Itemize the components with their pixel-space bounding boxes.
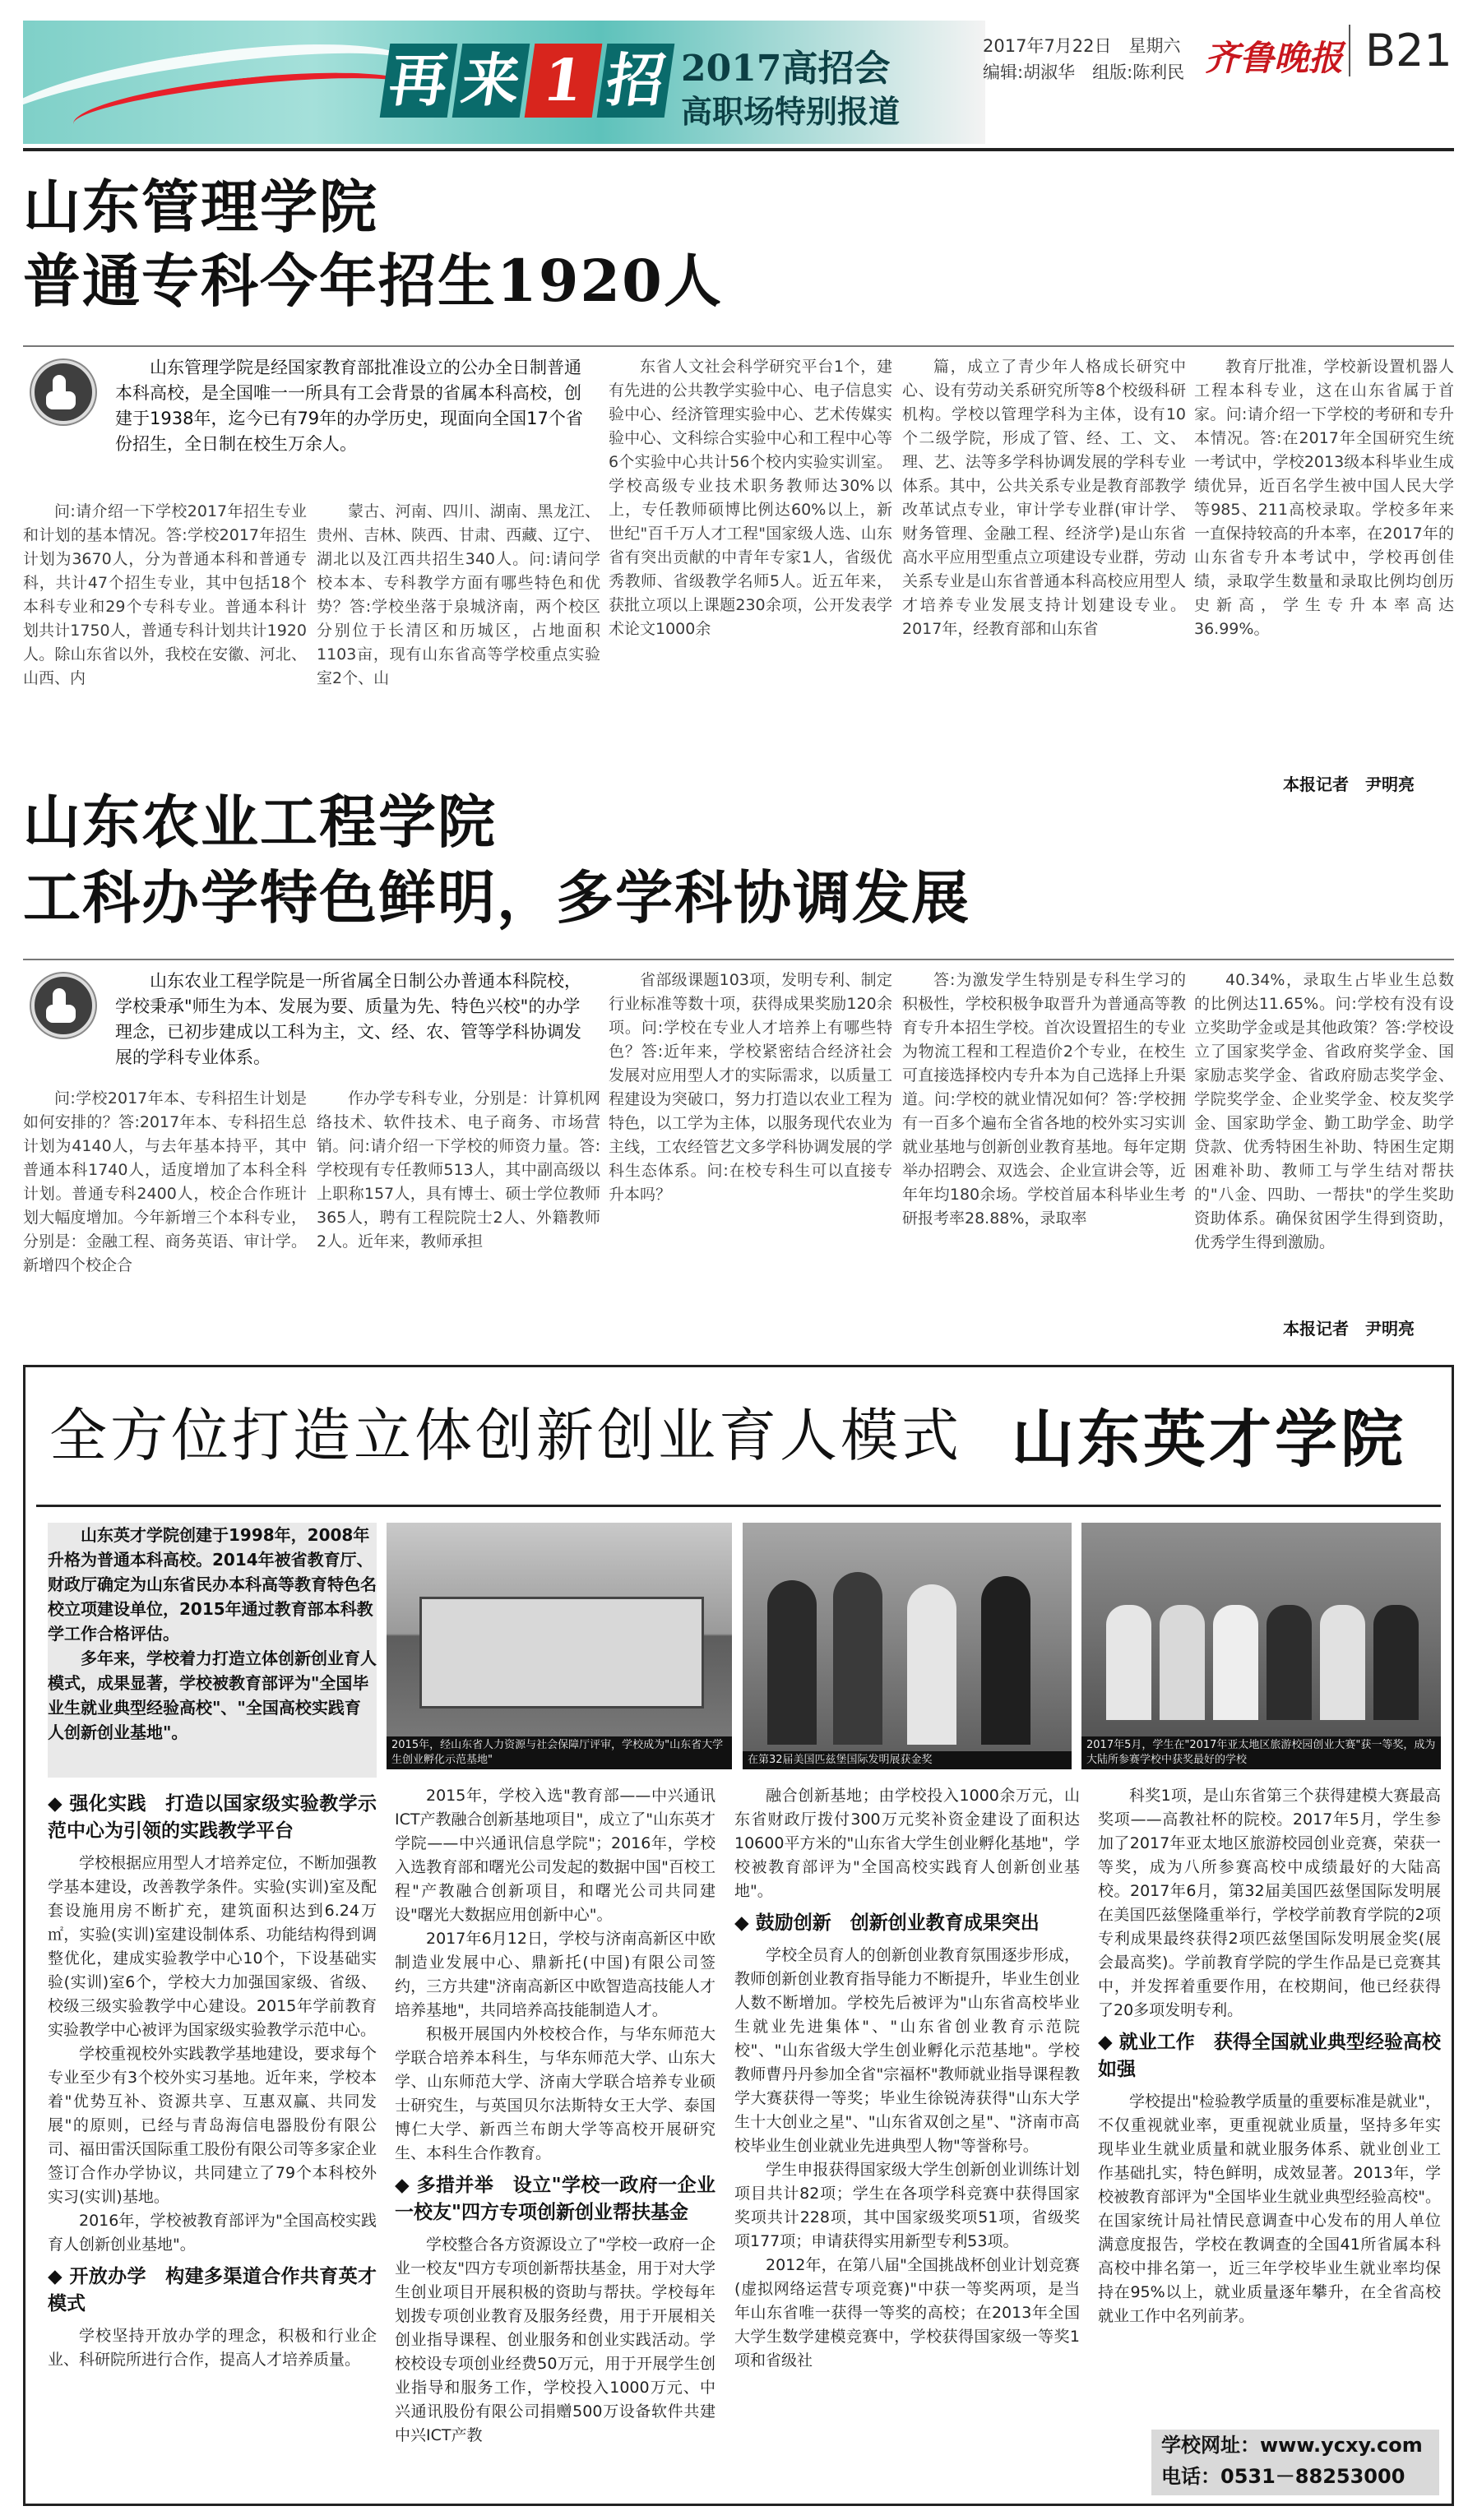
header-rule: [23, 148, 1454, 151]
editor-credits: 编辑:胡淑华 组版:陈利民: [983, 62, 1185, 82]
article1-col4: 篇，成立了青少年人格成长研究中心、设有劳动关系研究所等8个校级科研机构。学校以管理学科为主体，设有10个二级学院，形成了管、经、工、文、理、艺、法等多学科协调发展的学科专业体系。其中，公共关系专业是教育部教学改革试点专业，审计学专业群(审计学、财务管理、金融工程、经济学)是山东省高水平应用型重点立项建设专业群，劳动关系专业是山东省普通本科高校应用型人才培养专业发展支持计划建设专业。2017年，经教育部和山东省: [902, 358, 1186, 638]
hand-pointer-icon: [31, 973, 95, 1038]
photo-caption: 在第32届美国匹兹堡国际发明展获金奖: [743, 1751, 1072, 1769]
article1-title-line2: 普通专科今年招生1920人: [23, 247, 723, 315]
person-silhouette: [907, 1584, 956, 1745]
banner-title: 2017高招会: [681, 48, 891, 90]
section-heading: ◆ 就业工作 获得全国就业典型经验高校如强: [1098, 2029, 1441, 2083]
page-number: B21: [1349, 25, 1452, 76]
article1-col2: 蒙古、河南、四川、湖南、黑龙江、贵州、吉林、陕西、甘肃、西藏、辽宁、湖北以及江西共招生340人。问:请问学校本本、专科教学方面有哪些特色和优势？答:学校坐落于泉城济南，两个校区分别位于长清区和历城区，占地面积1103亩，现有山东省高等学校重点实验室2个、山: [317, 502, 600, 687]
advertorial-col4: 科奖1项，是山东省第三个获得建模大赛最高奖项——高教社杯的院校。2017年5月，学生参加了2017年亚太地区旅游校园创业竞赛，荣获一等奖，成为八所参赛高校中成绩最好的大陆高校。2017年6月，第32届美国匹兹堡国际发明展在美国匹兹堡隆重举行，学校学前教育学院的2项专利成果最终获得2项匹兹堡国际发明展金奖(展会最高奖)。学前教育学院的学生作品是已竞赛其中，并发挥着重要作用，在校期间，他已经获得了20多项发明专利。 ◆ 就业工作 获得全国就业典型经验高校如强 学校提出"检验教学质量的重要标准是就业"，不仅重视就业率，更重视就业质量，坚持多年实现毕业生就业质量和就业服务体系、就业创业工作基础扎实，特色鲜明，成效显著。2013年，学校被教育部评为"全国毕业生就业典型经验高校"。在国家统计局社情民意调查中心发布的用人单位满意度报告，学校在教调查的全国41所省属本科高校中排名第一，近三年学校毕业生就业率均保持在95%以上，就业质量逐年攀升，在全省高校就业工作中名列前茅。: [1098, 1784, 1441, 2421]
section-heading: ◆ 强化实践 打造以国家级实验教学示范中心为引领的实践教学平台: [48, 1791, 377, 1845]
article2-col4: 答:为激发学生特别是专科生学习的积极性，学校积极争取晋升为普通高等教育专升本招生学校。首次设置招生的专业为物流工程和工程造价2个专业，在校生可直接选择校内专升本为自己选择上升渠道。问:学校的就业情况如何？答:学校拥有一百多个遍布全省各地的校外实习实训就业基地与创新创业教育基地。每年定期举办招聘会、双选会、企业宣讲会等，近年年均180余场。学校首届本科毕业生考研报考率28.88%，录取率: [902, 971, 1186, 1228]
advertorial-school-name: 山东英才学院: [1012, 1403, 1406, 1476]
section-heading: ◆ 开放办学 构建多渠道合作共育英才模式: [48, 2263, 377, 2318]
article1-lead: 山东管理学院是经国家教育部批准设立的公办全日制普通本科高校，是全国唯一一所具有工会背景的省属本科高校，创建于1938年，迄今已有79年的办学历史，现面向全国17个省份招生，全日制在校生万余人。: [115, 358, 583, 454]
photo-caption: 2017年5月，学生在"2017年亚太地区旅游校园创业大赛"获一等奖，成为大陆所参赛学校中获奖最好的学校: [1081, 1736, 1441, 1769]
hand-pointer-icon: [31, 360, 95, 424]
banner-char: 1: [525, 44, 603, 118]
advertorial-col2: 2015年，学校入选"教育部——中兴通讯ICT产教融合创新基地项目"，成立了"山东英才学院——中兴通讯信息学院"；2016年，学校入选教育部和曙光公司发起的数据中国"百校工程"产教融合创新项目，和曙光公司共同建设"曙光大数据应用创新中心"。 2017年6月12日，学校与济南高新区中欧制造业发展中心、鼎新托(中国)有限公司签约，三方共建"济南高新区中欧智造高技能人才培养基地"，共同培养高技能制造人才。 积极开展国内外校校合作，与华东师范大学联合培养本科生，与华东师范大学、山东大学、山东师范大学、济南大学联合培养专业硕士研究生，与英国贝尔法斯特女王大学、泰国博仁大学、新西兰布朗大学等高校开展研究生、本科生合作教育。 ◆ 多措并举 设立"学校一政府一企业一校友"四方专项创新创业帮扶基金 学校整合各方资源设立了"学校一政府一企业一校友"四方专项创新帮扶基金，用于对大学生创业项目开展积极的资助与帮扶。学校每年划拨专项创业教育及服务经费，用于开展相关创业指导课程、创业服务和创业实践活动。学校校设专项创业经费50万元，用于开展学生创业指导和服务工作，学校投入1000万元、中兴通讯股份有限公司捐赠500万设备软件共建中兴ICT产教: [395, 1784, 715, 2495]
banner-char: 再: [380, 44, 458, 118]
issue-meta: [983, 33, 1197, 86]
school-website: 学校网址：www.ycxy.com: [1161, 2434, 1423, 2457]
banner-subtitle: 高职场特别报道: [681, 93, 901, 130]
school-phone: 电话：0531－88253000: [1161, 2465, 1405, 2488]
article2-col5: 40.34%，录取生占毕业生总数的比例达11.65%。问:学校有没有设立奖助学金或是其他政策？答:学校设立了国家奖学金、省政府奖学金、国家励志奖学金、省政府励志奖学金、学院奖学金、企业奖学金、校友奖学金、国家助学金、勤工助学金、助学贷款、优秀特困生补助、特困生定期困难补助、教师工与学生结对帮扶的"八金、四助、一帮扶"的学生奖助资助体系。确保贫困学生得到资助，优秀学生得到激励。: [1194, 971, 1454, 1251]
article1-byline: 本报记者 尹明亮: [1283, 774, 1415, 794]
article2-byline: 本报记者 尹明亮: [1283, 1319, 1415, 1339]
article2-title-line2: 工科办学特色鲜明，多学科协调发展: [23, 863, 970, 932]
section-heading: ◆ 鼓励创新 创新创业教育成果突出: [734, 1910, 1080, 1937]
article2-col1: 问:学校2017年本、专科招生计划是如何安排的？答:2017年本、专科招生总计划为4140人，与去年基本持平，其中普通本科1740人，适度增加了本科全科计划。普通专科2400人，校企合作班计划大幅度增加。今年新增三个本科专业，分别是：金融工程、商务英语、审计学。新增四个校企合: [23, 1089, 307, 1274]
photo-caption: 2015年，经山东省人力资源与社会保障厅评审，学校成为"山东省大学生创业孵化示范基地": [387, 1736, 732, 1769]
intro-paragraph: 山东英才学院创建于1998年，2008年升格为普通本科高校。2014年被省教育厅、财政厅确定为山东省民办本科高等教育特色名校立项建设单位，2015年通过教育部本科教学工作合格评估。: [48, 1525, 377, 1644]
article1-col3: 东省人文社会科学研究平台1个，建有先进的公共教学实验中心、电子信息实验中心、经济管理实验中心、艺术传媒实验中心、文科综合实验中心和工程中心等6个实验中心共计56个校内实验实训室。学校高级专业技术职务教师达30%以上，专任教师硕博比例达60%以上，新世纪"百千万人才工程"国家级人选、山东省有突出贡献的中青年专家1人，省级优秀教师、省级教学名师5人。近五年来，获批立项以上课题230余项，公开发表学术论文1000余: [609, 358, 892, 638]
article2-col2: 作办学专科专业，分别是：计算机网络技术、软件技术、电子商务、市场营销。问:请介绍一下学校的师资力量。答:学校现有专任教师513人，其中副高级以上职称157人，具有博士、硕士学位教师365人，聘有工程院院士2人、外籍教师2人。近年来，教师承担: [317, 1089, 600, 1251]
person-silhouette: [833, 1572, 882, 1745]
advertorial-intro: [48, 1523, 377, 1778]
banner: [23, 21, 985, 144]
advertorial-rule: [36, 1505, 1441, 1507]
person-silhouette: [767, 1580, 817, 1745]
intro-paragraph: 多年来，学校着力打造立体创新创业育人模式，成果显著，学校被教育部评为"全国毕业生就业典型经验高校"、"全国高校实践育人创新创业基地"。: [48, 1648, 377, 1742]
article2-title-line1: 山东农业工程学院: [23, 788, 497, 856]
article1-col1: 问:请介绍一下学校2017年招生专业和计划的基本情况。答:学校2017年招生计划为3670人，分为普通本科和普通专科，共计47个招生专业，其中包括18个本科专业和29个专科专业。普通本科计划共计1750人，普通专科计划共计1920人。除山东省以外，我校在安徽、河北、山西、内: [23, 502, 307, 687]
building-photo: [387, 1523, 732, 1769]
advertorial-title: 全方位打造立体创新创业育人模式: [49, 1402, 962, 1469]
article1-title-line1: 山东管理学院: [23, 173, 378, 241]
advertorial-col1: ◆ 强化实践 打造以国家级实验教学示范中心为引领的实践教学平台 学校根据应用型人才培养定位，不断加强教学基本建设，改善教学条件。实验(实训)室及配套设施用房不断扩充，建筑面积达到6.24万㎡，实验(实训)室建设制体系、功能结构得到调整优化，建成实验教学中心10个，下设基础实验(实训)室6个，学校大力加强国家级、省级、校级三级实验教学中心建设。2015年学前教育实验教学中心被评为国家级实验教学示范中心。 学校重视校外实践教学基地建设，要求每个专业至少有3个校外实习基地。近年来，学校本着"优势互补、资源共享、互惠双赢、共同发展"的原则，已经与青岛海信电器股份有限公司、福田雷沃国际重工股份有限公司等多家企业签订合作办学协议，共同建立了79个本科校外实习(实训)基地。 2016年，学校被教育部评为"全国高校实践育人创新创业基地"。 ◆ 开放办学 构建多渠道合作共育英才模式 学校坚持开放办学的理念，积极和行业企业、科研院所进行合作，提高人才培养质量。: [48, 1784, 377, 2495]
advertorial-col3: 融合创新基地；由学校投入1000余万元，山东省财政厅拨付300万元奖补资金建设了面积达10600平方米的"山东省大学生创业孵化基地"，学校被教育部评为"全国高校实践育人创新创业基地"。 ◆ 鼓励创新 创新创业教育成果突出 学校全员育人的创新创业教育氛围逐步形成，教师创新创业教育指导能力不断提升，毕业生创业人数不断增加。学校先后被评为"山东省高校毕业生就业先进集体"、"山东省创业教育示范院校"、"山东省级大学生创业孵化示范基地"。学校教师曹丹丹参加全省"宗福杯"教师就业指导课程教学大赛获得一等奖；毕业生徐锐涛获得"山东大学生十大创业之星"、"山东省双创之星"、"济南市高校毕业生创业就业先进典型人物"等誉称号。 学生申报获得国家级大学生创新创业训练计划项目共计82项；学生在各项学科竞赛中获得国家奖项共计228项，其中国家级奖项51项，省级奖项177项；申请获得实用新型专利53项。 2012年，在第八届"全国挑战杯创业计划竞赛(虚拟网络运营专项竞赛)"中获一等奖两项，是当年山东省唯一获得一等奖的高校；在2013年全国大学生数学建模竞赛中，学校获得国家级一等奖1项和省级社: [734, 1784, 1080, 2495]
banner-char: 来: [452, 44, 530, 118]
newspaper-logo: 齐鲁晚报: [1205, 38, 1344, 78]
banner-tiles: [385, 44, 669, 118]
team-photo: [1081, 1523, 1441, 1769]
article2-lead: 山东农业工程学院是一所省属全日制公办普通本科院校，学校秉承"师生为本、发展为要、质量为先、特色兴校"的办学理念，已初步建成以工科为主，文、经、农、管等学科协调发展的学科专业体系。: [115, 971, 581, 1067]
banner-char: 招: [597, 44, 675, 118]
article1-col5: 教育厅批准，学校新设置机器人工程本科专业，这在山东省属于首家。问:请介绍一下学校的考研和专升本情况。答:在2017年全国研究生统一考试中，学校2013级本科毕业生成绩优异，近百名学生被中国人民大学等985、211高校录取。学校多年来一直保持较高的升本率，在2017年的山东省专升本考试中，学校再创佳绩，录取学生数量和录取比例均创历史新高，学生专升本率高达36.99%。: [1194, 358, 1454, 638]
issue-date: 2017年7月22日 星期六: [983, 36, 1181, 56]
award-photo: [743, 1523, 1072, 1769]
building-shape: [419, 1597, 704, 1709]
article1-rule: [23, 345, 1454, 347]
section-heading: ◆ 多措并举 设立"学校一政府一企业一校友"四方专项创新创业帮扶基金: [395, 2172, 715, 2226]
team-group: [1106, 1605, 1419, 1720]
article2-col3: 省部级课题103项，发明专利、制定行业标准等数十项，获得成果奖励120余项。问:学校在专业人才培养上有哪些特色？答:近年来，学校紧密结合经济社会发展对应用型人才的实际需求，以质量工程建设为突破口，努力打造以农业工程为特色，以工学为主体，以服务现代农业为主线，工农经管艺文多学科协调发展的学科生态体系。问:在校专科生可以直接专升本吗？: [609, 971, 892, 1204]
contact-box: [1151, 2430, 1439, 2495]
article2-rule: [23, 959, 1454, 960]
person-silhouette: [981, 1576, 1030, 1745]
